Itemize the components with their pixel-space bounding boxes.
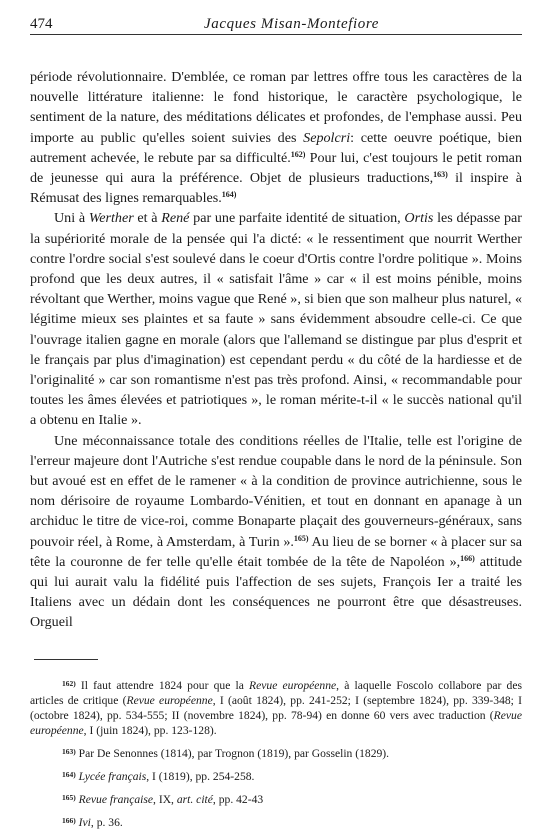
text-run: Uni à xyxy=(54,210,89,227)
footnote-mark: 166) xyxy=(62,815,76,825)
italic-text: Lycée français xyxy=(78,769,147,783)
footnote-ref: 164) xyxy=(221,190,237,200)
text-run: attitude qui lui aurait valu la fidélité puis l'affection de ses sujets, François Ier a traité les Italiens avec un dédain dont les conséquences ne pourront être que désastreuses. Orgueil xyxy=(30,553,522,631)
footnote-mark: 163) xyxy=(62,746,76,756)
text-run: Pour lui, c'est toujours le petit roman de jeunesse qui aura la préférence. Objet de plusieurs traductions, xyxy=(30,149,522,187)
footnote-ref: 166) xyxy=(460,553,475,563)
italic-text: Ivi xyxy=(78,815,91,829)
italic-text: Ortis xyxy=(404,210,434,227)
text-run: , à laquelle Foscolo collabore par des articles de critique ( xyxy=(30,678,522,707)
text-run: et à xyxy=(133,210,162,227)
footnote-mark: 165) xyxy=(62,792,76,802)
paragraph xyxy=(30,208,522,430)
footnote xyxy=(30,815,522,830)
footnote xyxy=(30,678,522,738)
text-run: Au lieu de se borner « à placer sur sa tête la couronne de fer telle qu'elle était tombée de la tête de Napoléon », xyxy=(30,533,522,570)
text-run: , I (août 1824), pp. 241-252; I (septembre 1824), pp. 339-348; I (octobre 1824), pp. 534-555; II (novembre 1824), pp. 78-94) en donne 60 vers avec traduction ( xyxy=(30,693,522,722)
text-run: Il faut attendre 1824 pour que la xyxy=(75,678,250,692)
text-run: Une méconnaissance totale des conditions réelles de l'Italie, telle est l'origine de l'erreur majeure dont l'Autriche s'est rendue coupable dans le nord de la péninsule. Son but avoué est en effet de le ramener « à la condition de province autrichienne, sous le nom dérisoire de royaume Lombardo-Vénitien, et tout en donnant en apanage à un archiduc le titre de vice-roi, comme Bonaparte plaçait des gouverneurs-généraux, sans pouvoir réel, à Rome, à Amsterdam, à Turin ». xyxy=(30,432,522,550)
text-run: par une parfaite identité de situation, xyxy=(189,210,405,227)
italic-text: Werther xyxy=(88,210,134,227)
paragraph xyxy=(30,431,522,633)
text-run: les dépasse par la supériorité morale de la pensée qui l'a dicté: « le ressentiment que nourrit Werther contre l'ordre social s'est soulevé dans le coeur d'Ortis contre l'ordre politique ». Moins profond que les deux autres, il « satisfait l'âme » car « il est moins pénible, moins révoltant que Werther, moins vague que René », si bien que son malheur plus naturel, « légitime mieux ses plaintes et sa faute » sans évidemment absoudre celle-ci. Ce que l'ouvrage italien gagne en morale (alors que l'allemand se distingue par plus d'esprit et le français par plus d'imagination) est cependant perdu « du côté de la hardiesse et de l'originalité » car son romantisme n'est pas très profond. Ainsi, « recommandable pour toutes les âmes élevées et patriotiques », le roman mérite-t-il « le succès national qu'il a obtenu en Italie ». xyxy=(30,210,522,429)
footnote xyxy=(30,746,522,761)
footnote-ref: 165) xyxy=(293,533,309,543)
page-number: 474 xyxy=(30,16,53,32)
footnote-separator xyxy=(34,659,98,660)
running-header xyxy=(30,10,522,35)
text-run: : cette oeuvre poétique, bien autrement achevée, le rebute par sa difficulté. xyxy=(30,129,522,166)
text-run: , p. 36. xyxy=(90,815,123,829)
text-run: Par De Senonnes (1814), par Trognon (1819), par Gosselin (1829). xyxy=(75,746,390,760)
footnote-mark: 162) xyxy=(62,678,76,688)
italic-text: Revue européenne xyxy=(30,708,522,737)
italic-text: art. cité xyxy=(176,792,213,806)
page xyxy=(30,10,522,838)
footnote xyxy=(30,792,522,807)
footnote-ref: 162) xyxy=(290,149,306,159)
footnote xyxy=(30,769,522,784)
italic-text: Revue française xyxy=(78,792,154,806)
text-run: , IX, xyxy=(153,792,177,806)
text-run: il inspire à Rémusat des lignes remarquables. xyxy=(30,170,522,207)
italic-text: René xyxy=(161,210,190,227)
footnote-ref: 163) xyxy=(433,170,448,180)
paragraph xyxy=(30,67,522,208)
footnotes xyxy=(30,678,522,830)
running-title: Jacques Misan-Montefiore xyxy=(204,16,380,32)
italic-text: Sepolcri xyxy=(303,129,351,146)
italic-text: Revue européenne xyxy=(249,678,337,692)
italic-text: Revue européenne xyxy=(126,693,213,707)
text-run: période révolutionnaire. D'emblée, ce roman par lettres offre tous les caractères de la nouvelle littérature italienne: le fond historique, le caractère psychologique, le sentiment de la nature, des méditations délicates et profondes, de l'emphase aussi. Peu importe au public qu'elles soient suivies des xyxy=(30,69,522,146)
text-run: , pp. 42-43 xyxy=(212,792,264,806)
text-run: , I (1819), pp. 254-258. xyxy=(146,769,255,783)
body-text xyxy=(30,67,522,633)
text-run: , I (juin 1824), pp. 123-128). xyxy=(83,723,217,737)
footnote-mark: 164) xyxy=(62,769,76,779)
